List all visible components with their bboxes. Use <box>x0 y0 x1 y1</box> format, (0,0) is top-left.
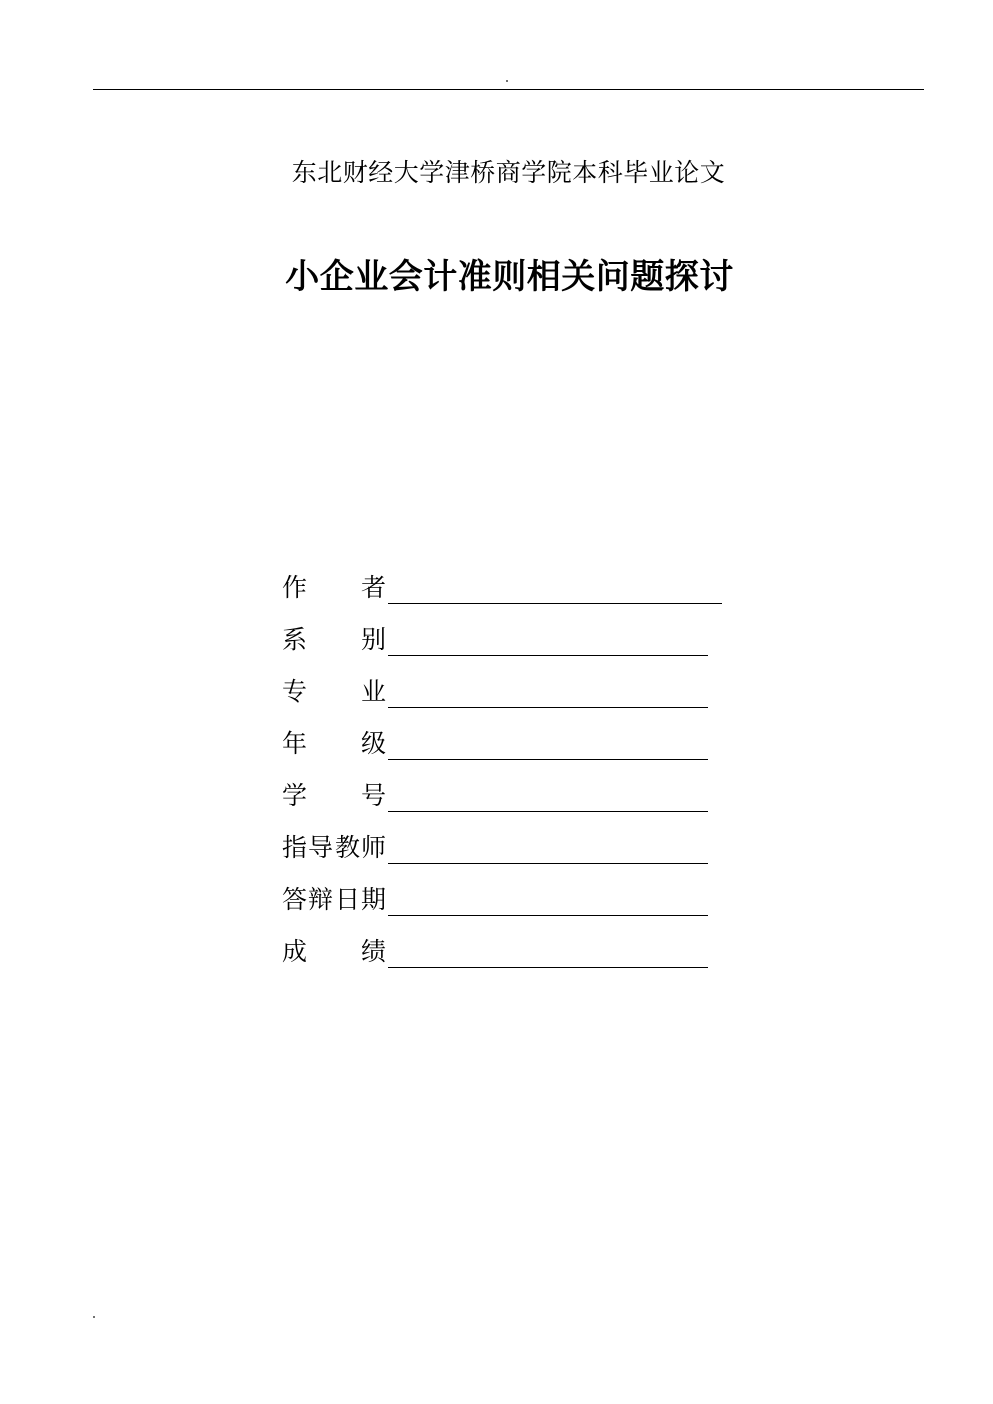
cover-info-form <box>282 570 732 986</box>
author-field[interactable] <box>388 603 722 604</box>
score-field[interactable] <box>388 967 708 968</box>
label-char: 指 <box>282 833 308 862</box>
form-row-advisor <box>282 830 732 882</box>
form-row-student-id <box>282 778 732 830</box>
label-char: 作 <box>282 573 308 602</box>
form-row-defense-date <box>282 882 732 934</box>
label-char: 系 <box>282 625 308 654</box>
label-char: 日 <box>335 885 361 914</box>
label-char: 年 <box>282 729 308 758</box>
label-char: 者 <box>361 573 387 602</box>
defense-date-field[interactable] <box>388 915 708 916</box>
footer-mark <box>93 1316 95 1318</box>
label-char: 级 <box>361 729 387 758</box>
advisor-label <box>282 830 388 866</box>
label-char: 师 <box>361 833 387 862</box>
institution-heading: 东北财经大学津桥商学院本科毕业论文 <box>291 158 726 187</box>
header-mark <box>506 80 508 82</box>
form-row-author <box>282 570 732 622</box>
student-id-label <box>282 778 388 814</box>
major-field[interactable] <box>388 707 708 708</box>
label-char: 教 <box>335 833 361 862</box>
label-char: 业 <box>361 677 387 706</box>
major-label <box>282 674 388 710</box>
label-char: 专 <box>282 677 308 706</box>
header-rule <box>93 89 924 90</box>
author-label <box>282 570 388 606</box>
label-char: 导 <box>308 833 334 862</box>
score-label <box>282 934 388 970</box>
department-field[interactable] <box>388 655 708 656</box>
label-char: 学 <box>282 781 308 810</box>
label-char: 答 <box>282 885 308 914</box>
label-char: 期 <box>361 885 387 914</box>
form-row-department <box>282 622 732 674</box>
department-label <box>282 622 388 658</box>
student-id-field[interactable] <box>388 811 708 812</box>
label-char: 成 <box>282 937 308 966</box>
thesis-title: 小企业会计准则相关问题探讨 <box>285 257 734 297</box>
defense-date-label <box>282 882 388 918</box>
label-char: 别 <box>361 625 387 654</box>
label-char: 号 <box>361 781 387 810</box>
grade-field[interactable] <box>388 759 708 760</box>
label-char: 绩 <box>361 937 387 966</box>
advisor-field[interactable] <box>388 863 708 864</box>
grade-label <box>282 726 388 762</box>
label-char: 辩 <box>308 885 334 914</box>
form-row-grade <box>282 726 732 778</box>
form-row-score <box>282 934 732 986</box>
form-row-major <box>282 674 732 726</box>
